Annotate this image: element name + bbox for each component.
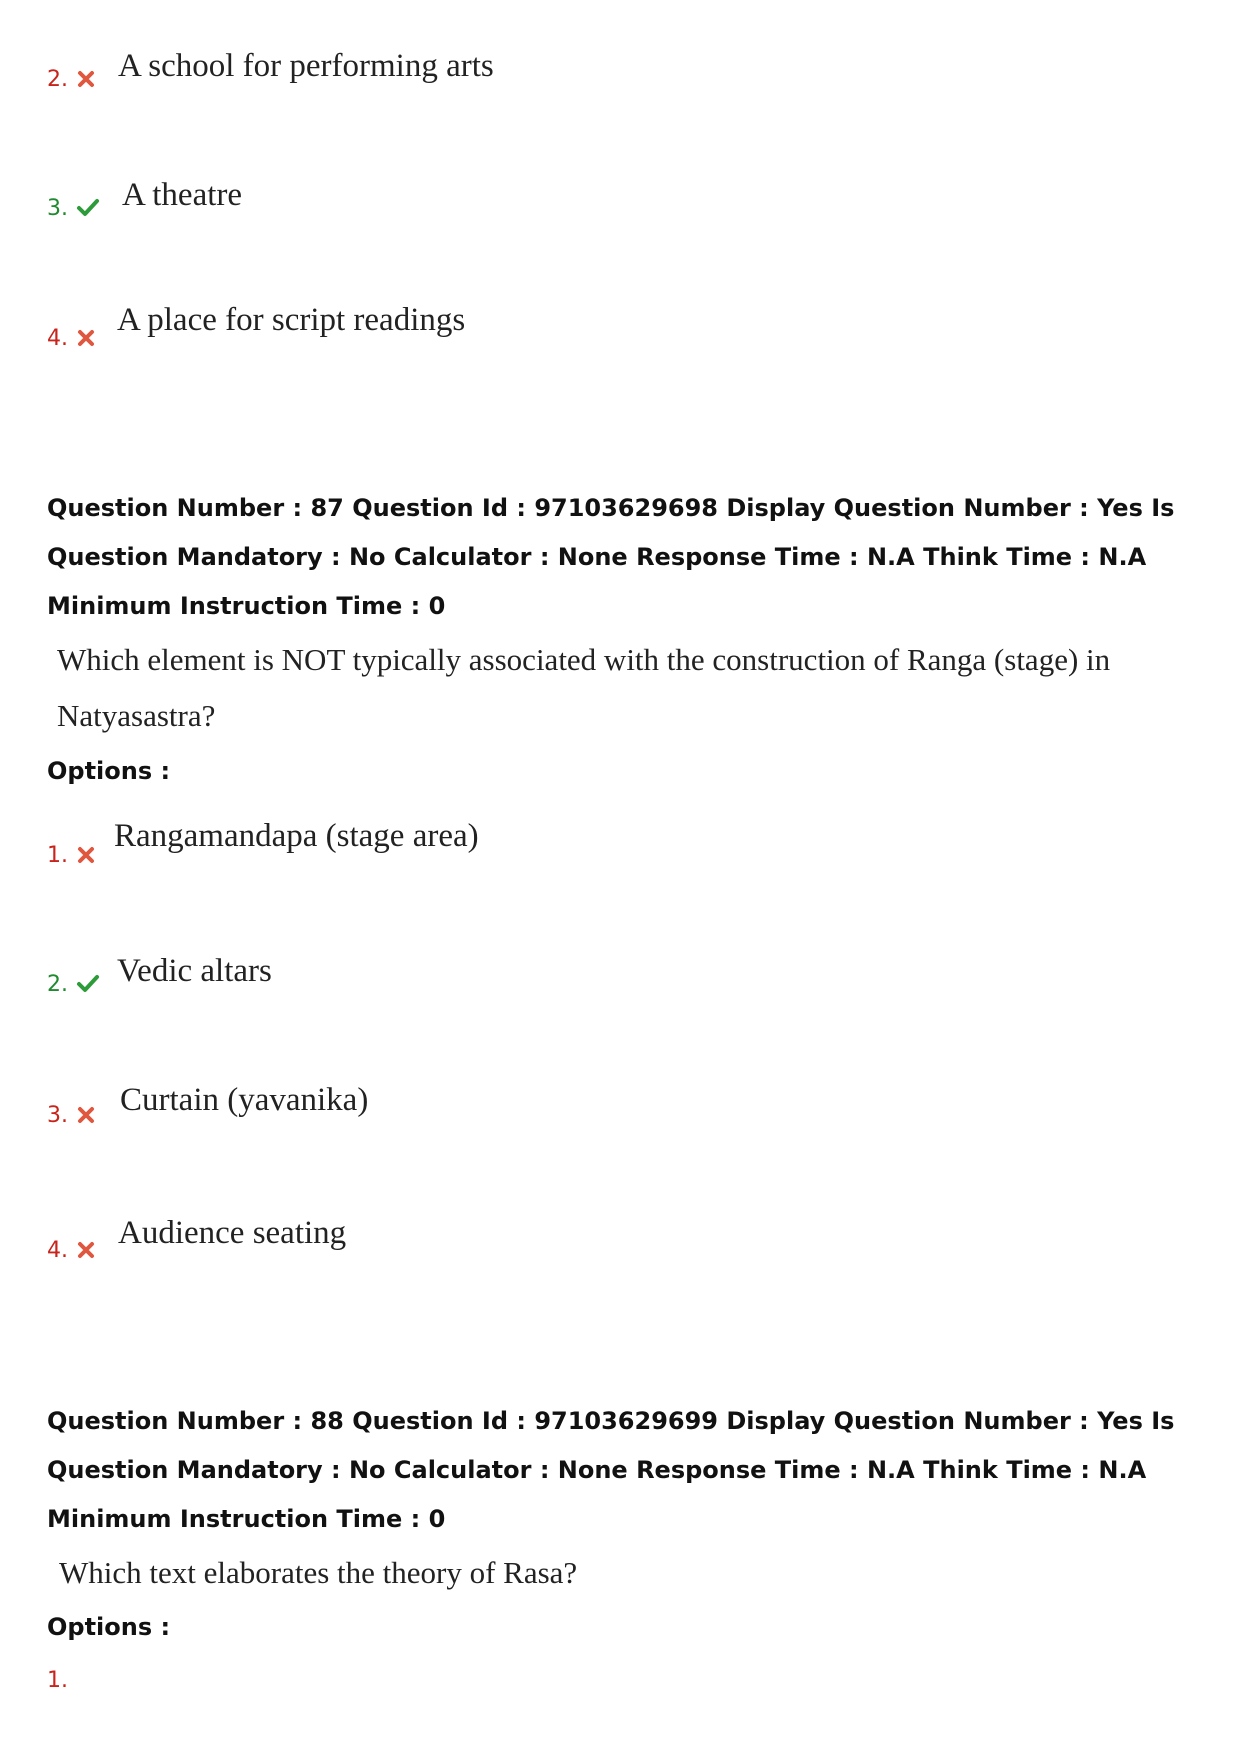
option-text: Vedic altars	[117, 953, 272, 989]
option-number: 2.	[47, 67, 68, 92]
option-text: Audience seating	[118, 1215, 347, 1251]
option-number: 3.	[47, 1103, 68, 1128]
options-label: Options :	[47, 757, 171, 785]
option-text: Rangamandapa (stage area)	[114, 818, 479, 854]
option-text: Curtain (yavanika)	[120, 1082, 369, 1118]
option-number: 2.	[47, 972, 68, 997]
options-label: Options :	[47, 1613, 171, 1641]
option-number: 4.	[47, 1238, 68, 1263]
check-icon	[76, 197, 100, 217]
question-text: Natyasastra?	[57, 698, 216, 733]
option-number: 1.	[47, 843, 68, 868]
option-number: 4.	[47, 326, 68, 351]
question-meta: Question Number : 88 Question Id : 97103629699 Display Question Number : Yes Is Question Mandatory : No Calculator : None Response Time : N.A Think Time : N.A Minimum Instruction Time : 0	[47, 1407, 1175, 1533]
check-icon	[76, 973, 100, 993]
cross-icon	[76, 328, 96, 348]
cross-icon	[76, 845, 96, 865]
cross-icon	[76, 1105, 96, 1125]
question-text: Which element is NOT typically associated with the construction of Ranga (stage) in	[57, 642, 1111, 677]
option-number: 1.	[47, 1668, 68, 1693]
option-text: A school for performing arts	[118, 48, 494, 84]
option-text: A theatre	[122, 177, 243, 213]
question-text: Which text elaborates the theory of Rasa?	[59, 1555, 578, 1590]
option-number: 3.	[47, 196, 68, 221]
cross-icon	[76, 69, 96, 89]
option-text: A place for script readings	[117, 302, 466, 338]
question-meta: Question Number : 87 Question Id : 97103629698 Display Question Number : Yes Is Question Mandatory : No Calculator : None Response Time : N.A Think Time : N.A Minimum Instruction Time : 0	[47, 494, 1175, 620]
cross-icon	[76, 1240, 96, 1260]
